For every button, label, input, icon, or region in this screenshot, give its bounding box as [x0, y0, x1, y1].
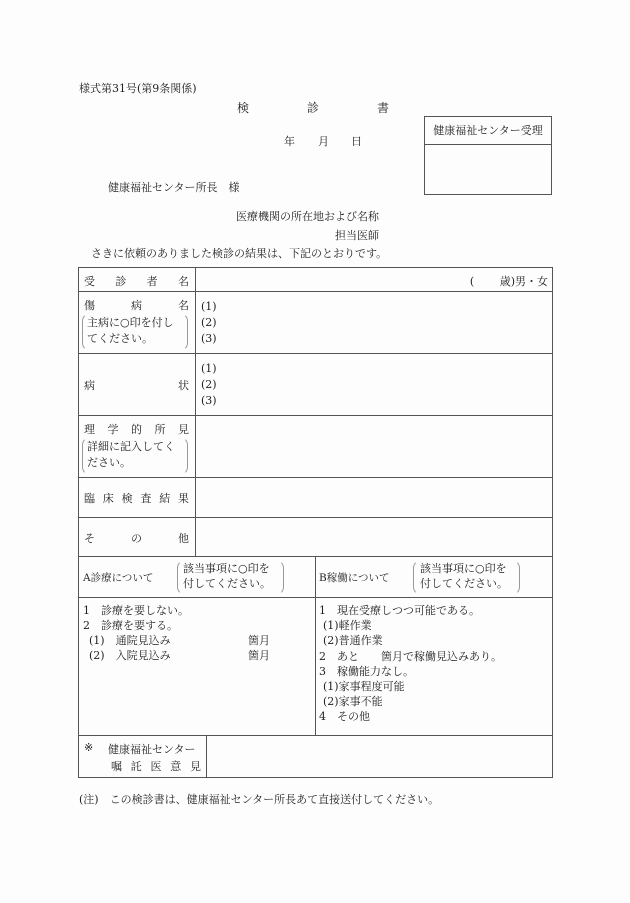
- item-number: (3): [201, 394, 217, 407]
- document-title: [237, 99, 389, 116]
- label-char: 床: [102, 492, 114, 505]
- option-item[interactable]: 3 稼働能力なし。: [319, 664, 414, 678]
- disease-label: [84, 297, 189, 313]
- label-char: 受: [84, 275, 95, 288]
- option-item[interactable]: 2 診療を要する。: [83, 619, 178, 632]
- label-char: 傷: [84, 299, 95, 312]
- label-char: 託: [130, 760, 142, 773]
- item-number: (1): [201, 362, 217, 375]
- label-char: 的: [131, 423, 142, 436]
- opinion-label-line1: 健康福祉センター: [108, 743, 196, 756]
- label-char: そ: [84, 532, 95, 545]
- label-char: 所: [154, 423, 166, 436]
- intro-text: さきに依頼のありました検診の結果は、下記のとおりです。: [91, 247, 388, 260]
- footer-note: (注) この検診書は、健康福祉センター所長あて直接送付してください。: [79, 793, 440, 806]
- section-a-note: [183, 561, 271, 591]
- option-item[interactable]: (2)家事不能: [323, 695, 383, 709]
- label-char: 名: [178, 299, 189, 312]
- receipt-box-label: 健康福祉センター受理: [425, 117, 551, 145]
- sub-item-label: (2) 入院見込み: [89, 649, 171, 662]
- date-day: 日: [351, 135, 362, 148]
- note-line: 該当事項に○印を: [183, 562, 270, 575]
- label-char: 理: [84, 423, 95, 436]
- label-char: 検: [121, 492, 133, 505]
- label-char: 状: [178, 379, 189, 392]
- option-item[interactable]: 2 あと 箇月で稼働見込みあり。: [319, 649, 502, 663]
- option-item[interactable]: (1)軽作業: [323, 619, 372, 633]
- disease-items[interactable]: [201, 299, 217, 347]
- option-item[interactable]: 1 診療を要しない。: [83, 604, 189, 617]
- receipt-box: [424, 116, 552, 195]
- note-line: 該当事項に○印を: [420, 562, 507, 575]
- sub-item-label: (1) 通院見込み: [89, 634, 171, 647]
- date-month: 月: [318, 135, 329, 148]
- symptoms-label: [84, 377, 189, 393]
- option-sub-item[interactable]: [83, 648, 270, 663]
- label-char: 嘱: [111, 760, 122, 773]
- option-item[interactable]: 4 その他: [319, 710, 370, 724]
- label-char: 結: [159, 492, 171, 505]
- label-char: 診: [115, 275, 127, 288]
- section-b-title: B稼働について: [319, 572, 390, 584]
- opinion-field[interactable]: [207, 736, 552, 777]
- other-field[interactable]: [196, 518, 552, 556]
- institution-label: 医療機関の所在地および名称: [236, 210, 379, 223]
- label-char: 病: [84, 379, 95, 392]
- item-number: (2): [201, 316, 217, 329]
- physical-findings-label: [84, 421, 189, 437]
- physical-findings-note: 詳細に記入してください。: [87, 440, 175, 469]
- label-char: 意: [170, 760, 182, 773]
- physical-findings-field[interactable]: [196, 416, 552, 477]
- section-a-options: [83, 603, 270, 663]
- label-char: 病: [131, 299, 142, 312]
- addressee: 健康福祉センター所長 様: [108, 181, 240, 194]
- section-a-title: A診療について: [83, 572, 154, 584]
- label-char: 他: [178, 532, 189, 545]
- item-number: (1): [201, 300, 217, 313]
- option-item[interactable]: (2)普通作業: [323, 634, 383, 648]
- opinion-label-line2: [111, 758, 201, 774]
- note-line: 付してください。: [183, 577, 271, 590]
- label-char: 者: [146, 275, 158, 288]
- note-mark: ※: [84, 741, 94, 754]
- label-char: 臨: [84, 492, 95, 505]
- label-char: の: [131, 532, 142, 545]
- form-number: 様式第31号(第9条関係): [79, 82, 197, 95]
- label-char: 名: [177, 275, 189, 288]
- disease-note: 主病に○印を付してください。: [87, 316, 174, 345]
- section-b-options: [319, 603, 502, 725]
- section-b-note: [420, 561, 508, 591]
- doctor-label: 担当医師: [335, 229, 379, 242]
- option-item[interactable]: 1 現在受療しつつ可能である。: [319, 604, 480, 617]
- date-year: 年: [284, 135, 295, 148]
- note-line: 付してください。: [420, 577, 508, 590]
- symptom-items[interactable]: [201, 361, 217, 409]
- label-char: 査: [140, 492, 152, 505]
- clinical-results-field[interactable]: [196, 478, 552, 517]
- title-char: 診: [306, 101, 319, 115]
- option-sub-item[interactable]: [83, 633, 270, 648]
- title-char: 検: [237, 101, 250, 115]
- label-char: 見: [190, 760, 201, 773]
- label-char: 医: [150, 760, 162, 773]
- label-char: 果: [177, 492, 189, 505]
- sub-item-unit: 箇月: [248, 634, 270, 647]
- age-sex-field[interactable]: ( 歳)男・女: [469, 275, 548, 288]
- item-number: (2): [201, 378, 217, 391]
- patient-name-label: [84, 273, 189, 289]
- label-char: 見: [178, 423, 189, 436]
- sub-item-unit: 箇月: [248, 649, 270, 662]
- label-char: 学: [107, 423, 119, 436]
- other-label: [84, 530, 189, 546]
- option-item[interactable]: (1)家事程度可能: [323, 680, 405, 694]
- item-number: (3): [201, 332, 217, 345]
- title-char: 書: [376, 101, 389, 115]
- clinical-results-label: [84, 490, 189, 506]
